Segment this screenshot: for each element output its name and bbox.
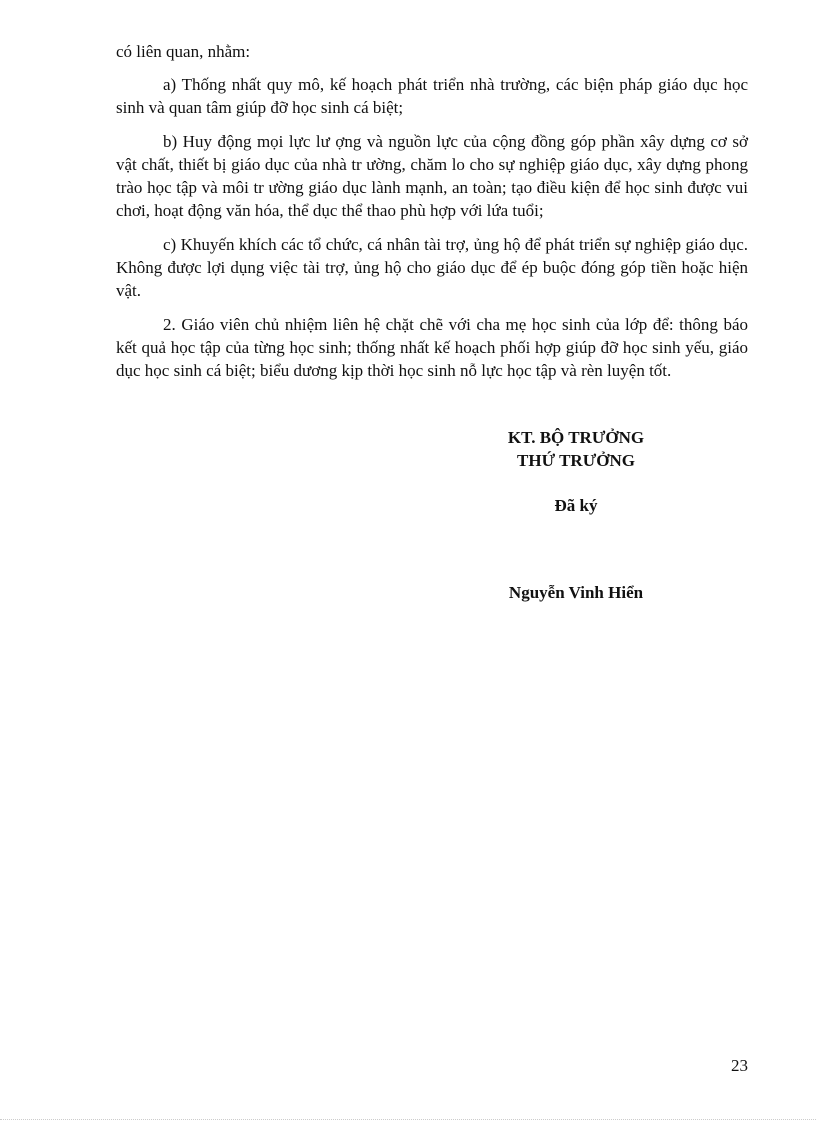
signature-signed-note: Đã ký xyxy=(554,496,598,515)
page-bottom-rule xyxy=(0,1119,816,1120)
paragraph-intro: có liên quan, nhằm: xyxy=(116,42,251,61)
page-number: 23 xyxy=(731,1056,748,1075)
paragraph-clause-2: 2. Giáo viên chủ nhiệm liên hệ chặt chẽ với cha mẹ học sinh của lớp để: thông báo kết quả học tập của từng học sinh; thống nhất kế hoạch phối hợp giúp đỡ học sinh yếu, giáo dục học sinh cá biệt; biểu dương kịp thời học sinh nỗ lực học tập và rèn luyện tốt. xyxy=(116,315,748,380)
body-text xyxy=(116,40,748,393)
signature-block xyxy=(460,426,692,604)
paragraph-item-b: b) Huy động mọi lực lư ợng và nguồn lực của cộng đồng góp phần xây dựng cơ sở vật chất, thiết bị giáo dục của nhà tr ường, chăm lo cho sự nghiệp giáo dục, xây dựng phong trào học tập và môi tr ường giáo dục lành mạnh, an toàn; tạo điều kiện để học sinh được vui chơi, hoạt động văn hóa, thể dục thể thao phù hợp với lứa tuổi; xyxy=(116,132,748,220)
signature-title-line2: THỨ TRƯỞNG xyxy=(517,451,635,470)
paragraph-item-a: a) Thống nhất quy mô, kế hoạch phát triển nhà trường, các biện pháp giáo dục học sinh và quan tâm giúp đỡ học sinh cá biệt; xyxy=(116,75,748,117)
signatory-name: Nguyễn Vinh Hiển xyxy=(508,583,644,602)
signature-title-line1: KT. BỘ TRƯỞNG xyxy=(507,428,645,447)
paragraph-item-c: c) Khuyến khích các tổ chức, cá nhân tài trợ, ủng hộ để phát triển sự nghiệp giáo dục. Không được lợi dụng việc tài trợ, ủng hộ cho giáo dục để ép buộc đóng góp tiền hoặc hiện vật. xyxy=(116,235,748,300)
